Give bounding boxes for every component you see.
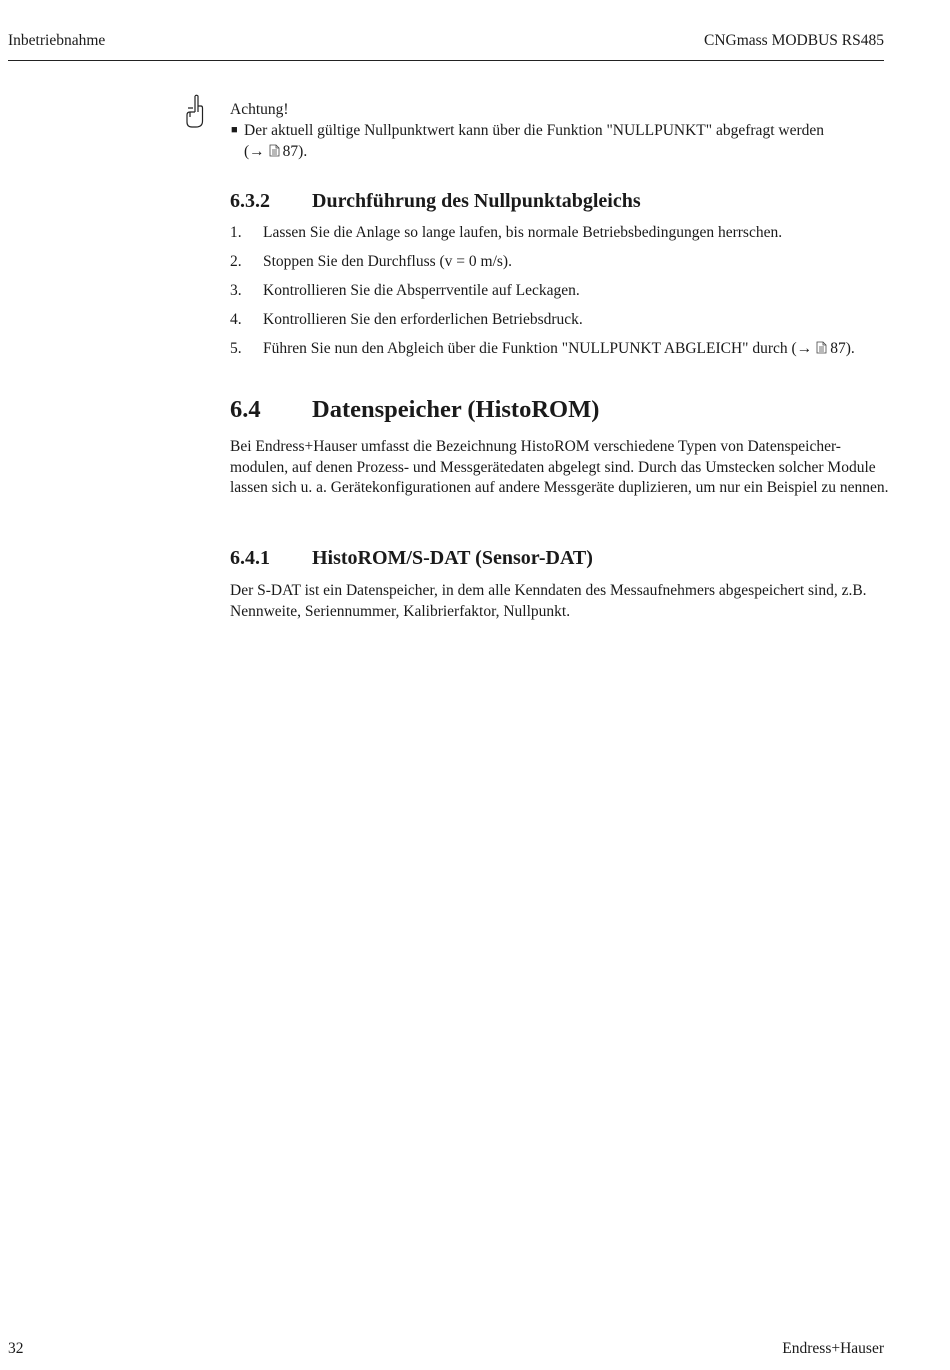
procedure-steps — [230, 222, 890, 367]
caution-note — [230, 99, 890, 162]
list-item — [230, 309, 890, 338]
heading-6-4-1 — [230, 547, 593, 570]
page-reference-number: 87). — [830, 340, 855, 357]
heading-title: Durchführung des Nullpunktabgleichs — [312, 190, 641, 212]
heading-number: 6.4.1 — [230, 547, 270, 569]
step-number: 2. — [230, 253, 242, 270]
sdat-paragraph: Der S-DAT ist ein Datenspeicher, in dem alle Kenndaten des Messaufnehmers abgespeichert sind, z.B. Nennweite, Seriennummer, Kalibrierfaktor, Nullpunkt. — [230, 582, 867, 620]
step-number: 1. — [230, 224, 242, 241]
document-title: CNGmass MODBUS RS485 — [703, 32, 884, 49]
list-item — [230, 251, 890, 280]
brand-name: Endress+Hauser — [782, 1340, 884, 1357]
caution-title: Achtung! — [230, 101, 289, 118]
step-text: Kontrollieren Sie die Absperrventile auf Leckagen. — [263, 282, 580, 299]
heading-6-3-2 — [230, 190, 641, 213]
histoROM-paragraph: Bei Endress+Hauser umfasst die Bezeichnung HistoROM verschiedene Typen von Datenspeicher-modulen, auf denen Prozess- und Messgerätedaten abgelegt sind. Durch das Umstecken solcher Module lassen sich u. a. Gerätekonfigurationen auf andere Messgeräte duplizieren, um nur ein Beispiel zu nennen. — [230, 438, 889, 496]
page-reference-open: (→ — [244, 143, 265, 160]
chapter-title: Inbetriebnahme — [8, 32, 106, 49]
caution-text: Der aktuell gültige Nullpunktwert kann über die Funktion "NULLPUNKT" abgefragt werden — [244, 122, 824, 139]
heading-number: 6.4 — [230, 396, 261, 423]
step-number: 5. — [230, 340, 242, 357]
page-reference-icon — [816, 341, 827, 354]
heading-6-4 — [230, 396, 600, 424]
step-number: 3. — [230, 282, 242, 299]
pointing-hand-icon — [184, 94, 208, 130]
caution-item — [230, 120, 890, 162]
step-number: 4. — [230, 311, 242, 328]
list-item — [230, 338, 890, 367]
bullet-marker: ■ — [231, 124, 238, 136]
list-item — [230, 280, 890, 309]
page-header — [8, 32, 884, 61]
step-text: Führen Sie nun den Abgleich über die Funktion "NULLPUNKT ABGLEICH" durch (→ — [263, 340, 813, 357]
step-text: Stoppen Sie den Durchfluss (v = 0 m/s). — [263, 253, 512, 270]
page-reference-number: 87). — [282, 143, 308, 160]
step-text: Lassen Sie die Anlage so lange laufen, bis normale Betriebsbedingungen herrschen. — [263, 224, 783, 241]
page-number: 32 — [8, 1340, 24, 1357]
page-reference-icon — [269, 144, 280, 157]
list-item — [230, 222, 890, 251]
heading-title: HistoROM/S-DAT (Sensor-DAT) — [312, 547, 593, 569]
step-text: Kontrollieren Sie den erforderlichen Betriebsdruck. — [263, 311, 583, 328]
heading-title: Datenspeicher (HistoROM) — [312, 396, 600, 423]
heading-number: 6.3.2 — [230, 190, 270, 212]
